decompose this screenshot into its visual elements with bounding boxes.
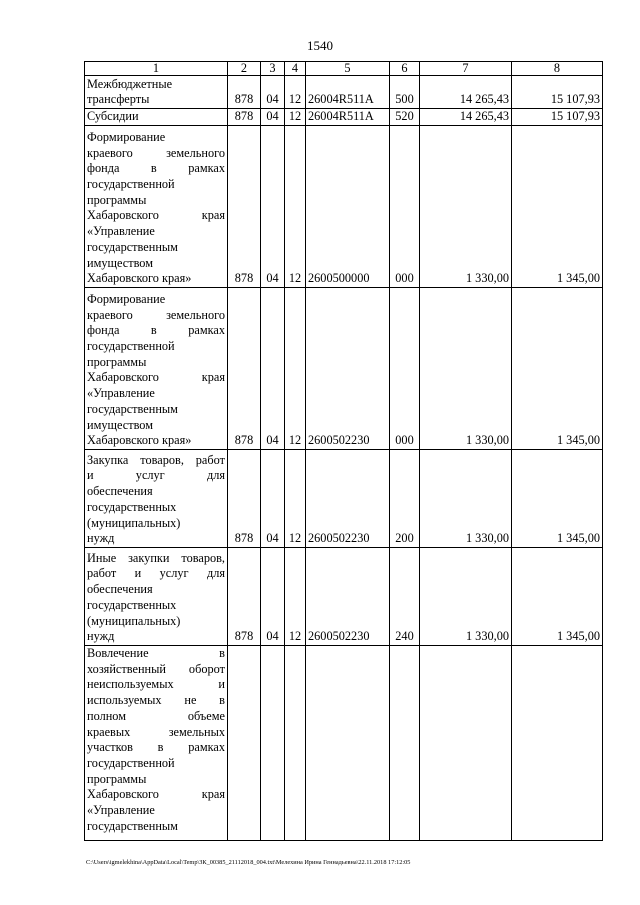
row-name-line: Хабаровского края» — [87, 433, 192, 448]
row-cell-col-3: 04 — [261, 109, 285, 126]
column-number-3: 3 — [261, 62, 285, 76]
page-number: 1540 — [307, 38, 333, 53]
row-name-line: Иные закупки товаров, — [87, 550, 225, 565]
row-name-line: государственной — [87, 339, 175, 354]
row-cell-col-2: 878 — [228, 109, 261, 126]
row-name-line: нужд — [87, 531, 115, 546]
row-name-line: программы — [87, 192, 147, 207]
row-cell-col-8: 1 345,00 — [512, 288, 603, 450]
row-name-cell — [85, 288, 228, 450]
column-number-2: 2 — [228, 62, 261, 76]
column-number-4: 4 — [285, 62, 306, 76]
row-name-line: Закупка товаров, работ — [87, 452, 225, 467]
row-name-line: и услуг для — [87, 468, 225, 483]
table-row — [85, 646, 603, 841]
table-row — [85, 288, 603, 450]
row-name-line: полном объеме — [87, 708, 225, 723]
row-name-line: Субсидии — [87, 109, 139, 124]
row-cell-col-8: 1 345,00 — [512, 126, 603, 288]
row-cell-col-6: 500 — [390, 76, 420, 109]
row-name-line: государственным — [87, 239, 178, 254]
row-name-line: трансферты — [87, 92, 150, 107]
row-cell-col-4 — [285, 646, 306, 841]
row-name-cell — [85, 548, 228, 646]
row-cell-col-6: 000 — [390, 126, 420, 288]
row-cell-col-3: 04 — [261, 450, 285, 548]
row-cell-col-4: 12 — [285, 126, 306, 288]
row-cell-col-8: 15 107,93 — [512, 109, 603, 126]
row-cell-col-8: 1 345,00 — [512, 548, 603, 646]
row-cell-col-2 — [228, 646, 261, 841]
file-path-footer: C:\Users\igmelekhina\AppData\Local\Temp\ЗК_00385_21112018_004.txt\Мелехина Ирина Геннадьевна\22.11.2018 17:12:05 — [86, 859, 411, 866]
row-cell-col-2: 878 — [228, 450, 261, 548]
row-cell-col-8 — [512, 646, 603, 841]
row-name-line: государственным — [87, 818, 178, 833]
table-row — [85, 76, 603, 109]
row-name-line: Межбюджетные — [87, 76, 173, 91]
row-cell-col-6 — [390, 646, 420, 841]
row-name-line: неиспользуемых и — [87, 677, 225, 692]
row-cell-col-3: 04 — [261, 288, 285, 450]
row-cell-col-6: 200 — [390, 450, 420, 548]
row-name-line: участков в рамках — [87, 740, 225, 755]
row-name-line: нужд — [87, 629, 115, 644]
row-name-line: хозяйственный оборот — [87, 661, 225, 676]
row-name-line: Хабаровского края — [87, 787, 225, 802]
row-name-line: краевого земельного — [87, 145, 225, 160]
row-cell-col-6: 000 — [390, 288, 420, 450]
row-cell-col-7 — [420, 646, 512, 841]
row-name-line: программы — [87, 771, 147, 786]
row-name-line: «Управление — [87, 803, 155, 818]
row-name-cell — [85, 76, 228, 109]
row-name-line: Хабаровского края» — [87, 271, 192, 286]
row-name-cell — [85, 126, 228, 288]
row-name-line: Вовлечение в — [87, 646, 225, 660]
row-cell-col-3: 04 — [261, 76, 285, 109]
row-cell-col-7: 1 330,00 — [420, 450, 512, 548]
row-cell-col-5: 26004R511А — [306, 76, 390, 109]
row-name-line: обеспечения — [87, 582, 153, 597]
row-name-line: Формирование — [87, 129, 166, 144]
table-header-row — [85, 62, 603, 76]
row-name-line: Хабаровского края — [87, 370, 225, 385]
row-cell-col-4: 12 — [285, 109, 306, 126]
row-cell-col-5: 2600502230 — [306, 450, 390, 548]
row-cell-col-5: 2600502230 — [306, 288, 390, 450]
row-cell-col-6: 520 — [390, 109, 420, 126]
row-name-line: работ и услуг для — [87, 566, 225, 581]
row-cell-col-6: 240 — [390, 548, 420, 646]
row-cell-col-2: 878 — [228, 288, 261, 450]
row-name-cell — [85, 109, 228, 126]
row-name-line: «Управление — [87, 224, 155, 239]
column-number-6: 6 — [390, 62, 420, 76]
row-cell-col-8: 1 345,00 — [512, 450, 603, 548]
row-name-line: фонда в рамках — [87, 161, 225, 176]
row-cell-col-4: 12 — [285, 548, 306, 646]
row-cell-col-5: 26004R511А — [306, 109, 390, 126]
row-name-line: государственных — [87, 499, 177, 514]
row-name-cell — [85, 646, 228, 841]
row-cell-col-2: 878 — [228, 548, 261, 646]
row-cell-col-3 — [261, 646, 285, 841]
row-name-line: краевого земельного — [87, 307, 225, 322]
table-row — [85, 450, 603, 548]
row-cell-col-7: 1 330,00 — [420, 288, 512, 450]
row-cell-col-7: 14 265,43 — [420, 109, 512, 126]
row-name-line: государственной — [87, 755, 175, 770]
column-number-7: 7 — [420, 62, 512, 76]
row-cell-col-5: 2600500000 — [306, 126, 390, 288]
row-name-line: имуществом — [87, 417, 153, 432]
column-number-8: 8 — [512, 62, 603, 76]
row-cell-col-3: 04 — [261, 126, 285, 288]
row-name-line: обеспечения — [87, 484, 153, 499]
table-row — [85, 548, 603, 646]
row-cell-col-3: 04 — [261, 548, 285, 646]
row-name-line: Хабаровского края — [87, 208, 225, 223]
row-name-line: используемых не в — [87, 693, 225, 708]
row-cell-col-5: 2600502230 — [306, 548, 390, 646]
row-name-line: имуществом — [87, 255, 153, 270]
row-cell-col-4: 12 — [285, 288, 306, 450]
table-row — [85, 126, 603, 288]
row-cell-col-4: 12 — [285, 76, 306, 109]
budget-table — [84, 61, 603, 841]
column-number-1: 1 — [85, 62, 228, 76]
row-cell-col-2: 878 — [228, 76, 261, 109]
row-cell-col-5 — [306, 646, 390, 841]
row-name-line: краевых земельных — [87, 724, 225, 739]
row-cell-col-4: 12 — [285, 450, 306, 548]
row-cell-col-8: 15 107,93 — [512, 76, 603, 109]
row-cell-col-7: 14 265,43 — [420, 76, 512, 109]
row-name-line: государственной — [87, 177, 175, 192]
row-name-line: государственных — [87, 597, 177, 612]
row-cell-col-7: 1 330,00 — [420, 548, 512, 646]
row-name-line: Формирование — [87, 291, 166, 306]
row-name-line: (муниципальных) — [87, 515, 181, 530]
row-name-line: государственным — [87, 401, 178, 416]
row-name-line: программы — [87, 354, 147, 369]
row-name-cell — [85, 450, 228, 548]
row-cell-col-2: 878 — [228, 126, 261, 288]
row-cell-col-7: 1 330,00 — [420, 126, 512, 288]
row-name-line: (муниципальных) — [87, 613, 181, 628]
row-name-line: «Управление — [87, 386, 155, 401]
row-name-line: фонда в рамках — [87, 323, 225, 338]
table-row — [85, 109, 603, 126]
column-number-5: 5 — [306, 62, 390, 76]
